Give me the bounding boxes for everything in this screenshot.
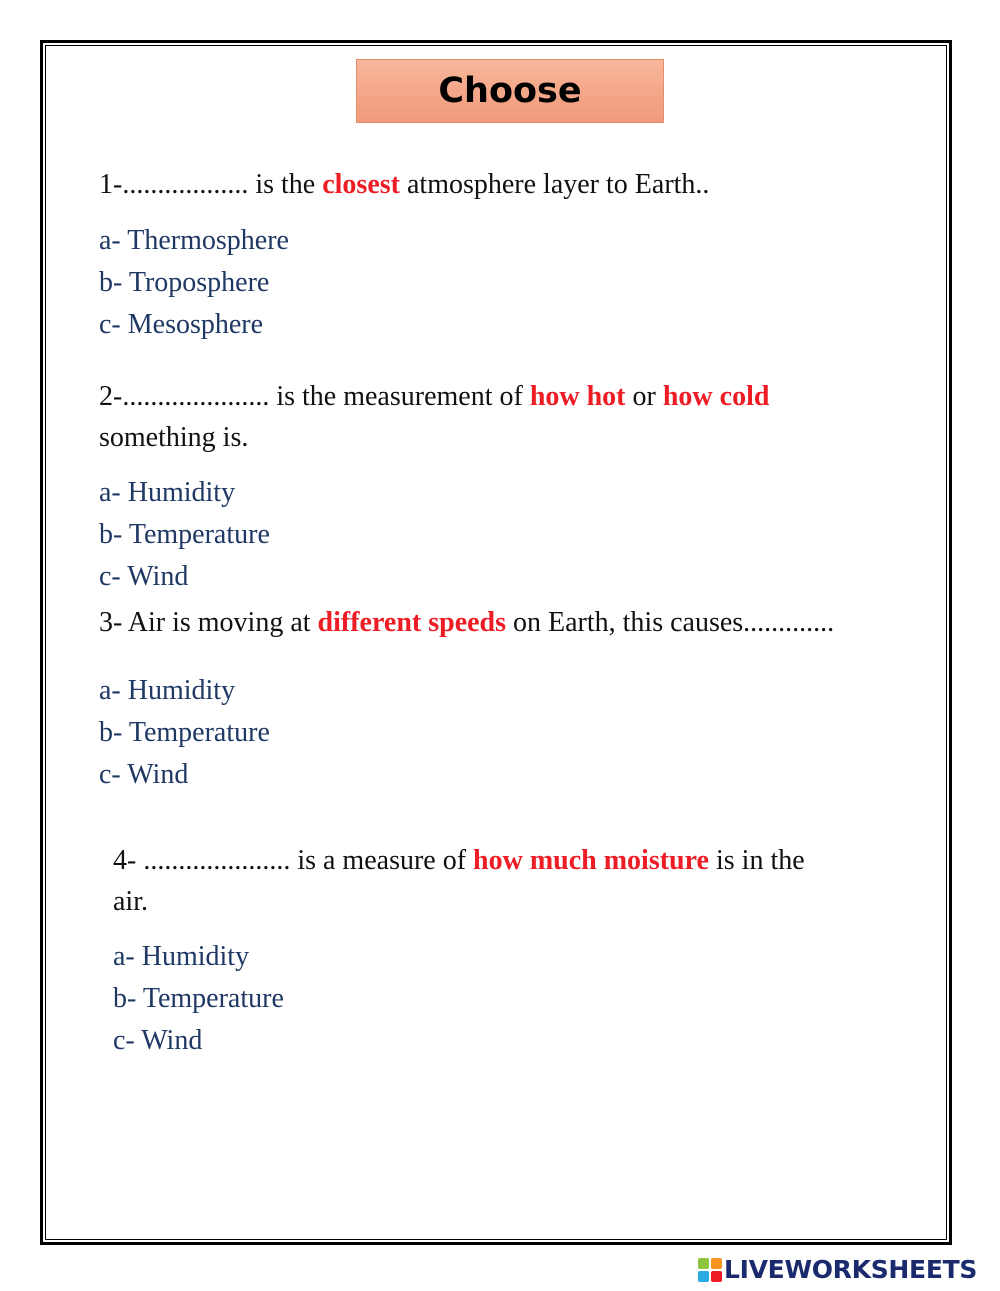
question-text: 3- Air is moving at	[99, 607, 311, 638]
question-2-line-2: something is.	[99, 422, 249, 453]
title-box	[356, 59, 664, 123]
highlight-text: different speeds	[317, 607, 507, 638]
option-b[interactable]: b- Temperature	[99, 717, 270, 748]
question-4	[113, 844, 805, 878]
answer-blank: .....................	[122, 381, 270, 412]
option-a[interactable]: a- Humidity	[99, 477, 236, 508]
option-b[interactable]: b- Troposphere	[99, 267, 270, 298]
question-number: 2-	[99, 381, 123, 412]
highlight-text: how cold	[662, 381, 770, 412]
option-c[interactable]: c- Wind	[113, 1025, 203, 1056]
question-2	[99, 380, 769, 414]
option-a[interactable]: a- Humidity	[99, 675, 236, 706]
question-text: is the measurement of	[276, 381, 523, 412]
option-a[interactable]: a- Thermosphere	[99, 225, 289, 256]
question-3	[99, 606, 834, 640]
question-text: is a measure of	[297, 845, 467, 876]
option-b[interactable]: b- Temperature	[99, 519, 270, 550]
answer-blank: .....................	[143, 845, 291, 876]
option-c[interactable]: c- Wind	[99, 759, 189, 790]
option-c[interactable]: c- Mesosphere	[99, 309, 264, 340]
highlight-text: how much moisture	[473, 845, 709, 876]
question-number: 4-	[113, 845, 137, 876]
question-number: 1-	[99, 169, 123, 200]
liveworksheets-logo-text: LIVEWORKSHEETS	[724, 1255, 978, 1284]
highlight-text: how hot	[529, 381, 626, 412]
question-1	[99, 168, 709, 202]
option-b[interactable]: b- Temperature	[113, 983, 284, 1014]
question-text: is the	[255, 169, 316, 200]
liveworksheets-logo-icon	[698, 1258, 722, 1282]
highlight-text: closest	[322, 169, 400, 200]
question-text: atmosphere layer to Earth..	[406, 169, 710, 200]
option-c[interactable]: c- Wind	[99, 561, 189, 592]
question-text: on Earth, this causes.............	[513, 607, 835, 638]
question-text: is in the	[715, 845, 805, 876]
page-title: Choose	[438, 71, 582, 111]
question-4-line-2: air.	[113, 886, 148, 917]
option-a[interactable]: a- Humidity	[113, 941, 250, 972]
question-text: or	[632, 381, 656, 412]
answer-blank: ..................	[122, 169, 249, 200]
liveworksheets-logo[interactable]	[698, 1257, 977, 1283]
